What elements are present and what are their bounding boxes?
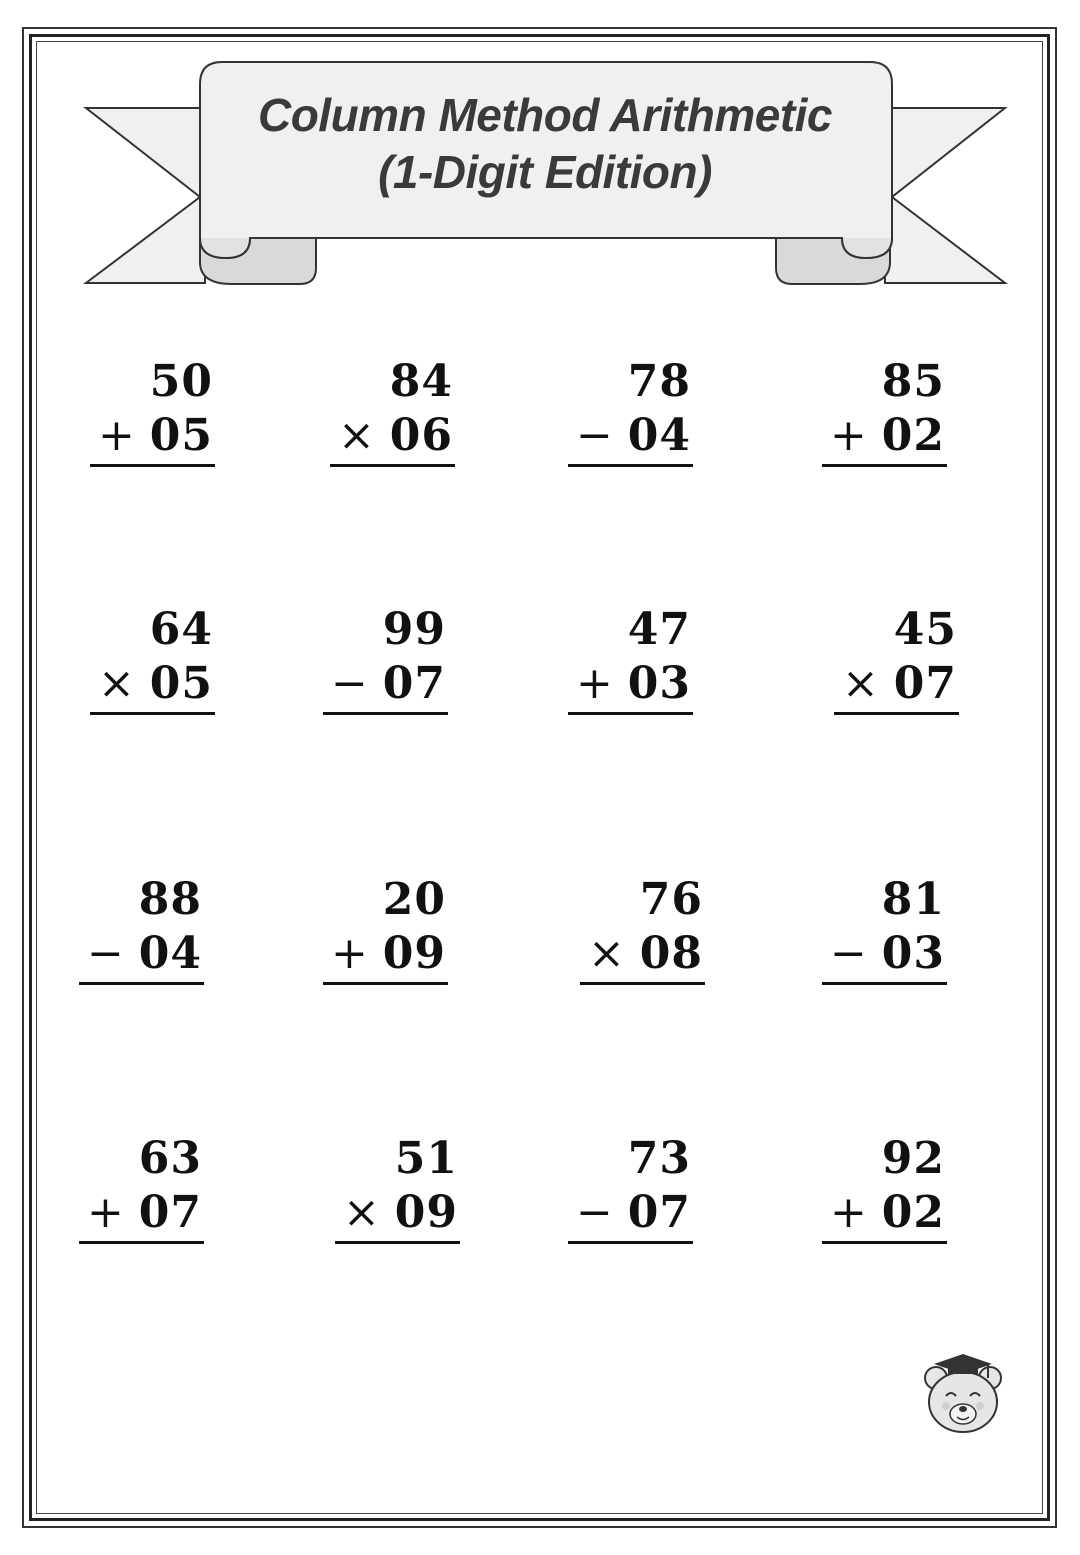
problem-top-number: 47	[627, 604, 691, 655]
problem-bottom-number: 08	[639, 928, 703, 979]
problem-bottom-row	[568, 1187, 693, 1244]
problem-bottom-number: 07	[138, 1187, 202, 1238]
problem-6	[323, 604, 448, 714]
problem-bottom-number: 05	[149, 658, 213, 709]
times-operator: ×	[343, 1187, 380, 1238]
problem-bottom-number: 04	[627, 410, 691, 461]
problem-top-number: 50	[149, 356, 213, 407]
plus-operator: +	[331, 928, 368, 979]
problem-bottom-number: 03	[627, 658, 691, 709]
times-operator: ×	[98, 658, 135, 709]
problem-9	[79, 874, 204, 984]
graduate-bear-icon	[918, 1352, 1008, 1437]
problem-1	[90, 356, 215, 466]
problem-bottom-number: 03	[881, 928, 945, 979]
problem-7	[568, 604, 693, 714]
problem-bottom-number: 06	[389, 410, 453, 461]
problem-top-number: 20	[382, 874, 446, 925]
problem-bottom-number: 02	[881, 410, 945, 461]
problem-bottom-row	[822, 1187, 947, 1244]
problem-top-number: 85	[881, 356, 945, 407]
problem-bottom-row	[90, 658, 215, 715]
problem-bottom-row	[568, 410, 693, 467]
problem-bottom-row	[822, 410, 947, 467]
problem-top-number: 51	[394, 1133, 458, 1184]
problem-3	[568, 356, 693, 466]
problem-16	[822, 1133, 947, 1243]
problem-bottom-row	[335, 1187, 460, 1244]
minus-operator: −	[576, 410, 613, 461]
problem-bottom-row	[834, 658, 959, 715]
problem-bottom-number: 09	[382, 928, 446, 979]
problem-11	[580, 874, 705, 984]
plus-operator: +	[87, 1187, 124, 1238]
problem-top-number: 92	[881, 1133, 945, 1184]
problem-bottom-row	[580, 928, 705, 985]
minus-operator: −	[331, 658, 368, 709]
plus-operator: +	[830, 410, 867, 461]
problem-2	[330, 356, 455, 466]
problem-5	[90, 604, 215, 714]
problem-top-number: 64	[149, 604, 213, 655]
problem-14	[335, 1133, 460, 1243]
problem-8	[834, 604, 959, 714]
problem-bottom-number: 04	[138, 928, 202, 979]
problem-bottom-row	[79, 928, 204, 985]
problem-bottom-row	[822, 928, 947, 985]
problem-bottom-number: 07	[382, 658, 446, 709]
problem-bottom-number: 09	[394, 1187, 458, 1238]
times-operator: ×	[842, 658, 879, 709]
plus-operator: +	[576, 658, 613, 709]
banner-left-tail	[86, 108, 205, 283]
problem-top-number: 84	[389, 356, 453, 407]
problem-bottom-row	[568, 658, 693, 715]
banner-right-tail	[885, 108, 1005, 283]
problem-4	[822, 356, 947, 466]
minus-operator: −	[576, 1187, 613, 1238]
problem-15	[568, 1133, 693, 1243]
problem-bottom-row	[90, 410, 215, 467]
plus-operator: +	[830, 1187, 867, 1238]
problem-bottom-row	[330, 410, 455, 467]
problem-bottom-number: 05	[149, 410, 213, 461]
problem-top-number: 99	[382, 604, 446, 655]
problem-bottom-number: 07	[893, 658, 957, 709]
problem-top-number: 63	[138, 1133, 202, 1184]
problem-bottom-number: 07	[627, 1187, 691, 1238]
minus-operator: −	[87, 928, 124, 979]
plus-operator: +	[98, 410, 135, 461]
times-operator: ×	[588, 928, 625, 979]
minus-operator: −	[830, 928, 867, 979]
problem-bottom-row	[79, 1187, 204, 1244]
problem-top-number: 78	[627, 356, 691, 407]
problem-bottom-number: 02	[881, 1187, 945, 1238]
problem-10	[323, 874, 448, 984]
problem-top-number: 45	[893, 604, 957, 655]
problem-12	[822, 874, 947, 984]
problem-top-number: 88	[138, 874, 202, 925]
times-operator: ×	[338, 410, 375, 461]
worksheet-title-line1: Column Method Arithmetic	[257, 89, 833, 141]
problem-top-number: 73	[627, 1133, 691, 1184]
problem-top-number: 81	[881, 874, 945, 925]
problem-13	[79, 1133, 204, 1243]
worksheet-title-line2: (1-Digit Edition)	[378, 146, 712, 198]
problem-bottom-row	[323, 928, 448, 985]
problem-bottom-row	[323, 658, 448, 715]
problem-top-number: 76	[639, 874, 703, 925]
